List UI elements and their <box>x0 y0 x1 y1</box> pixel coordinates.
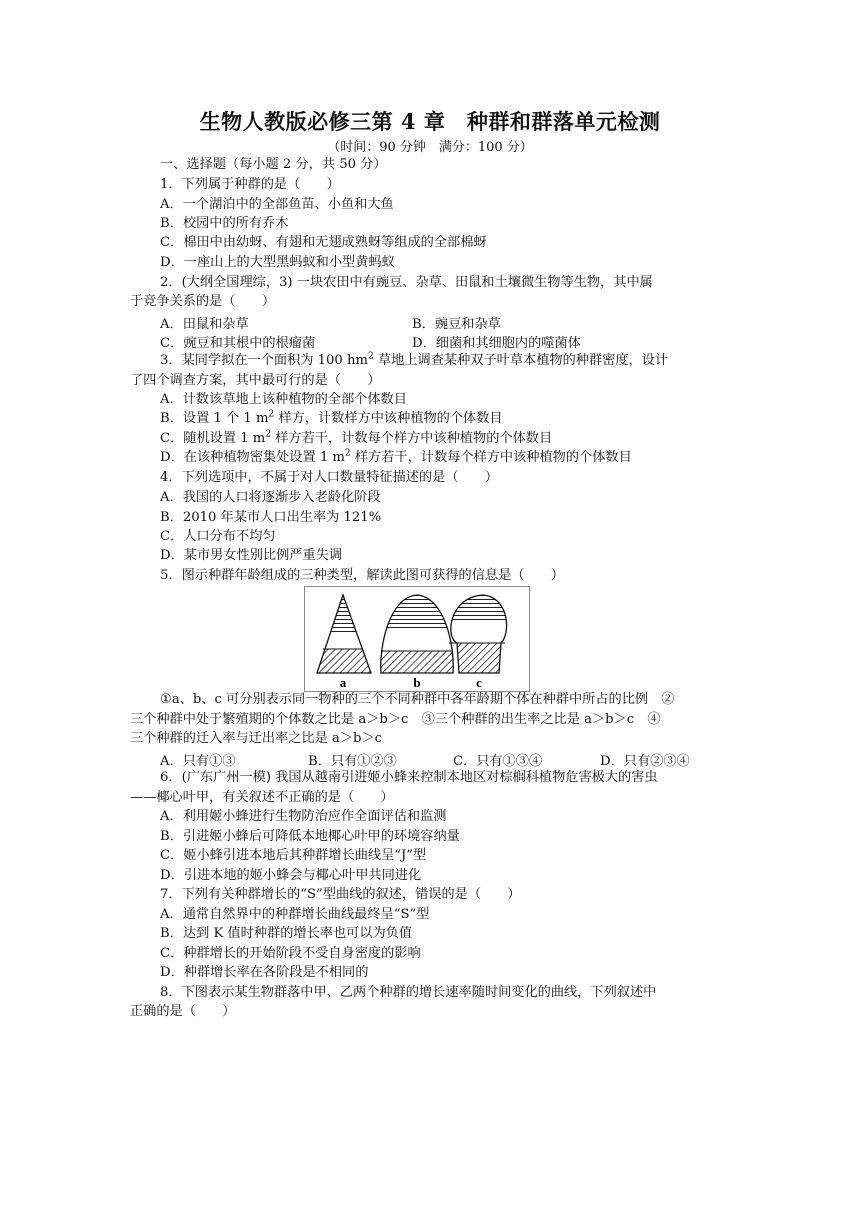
pyramid-b <box>375 593 459 675</box>
q1-option-a: A．一个湖泊中的全部鱼苗、小鱼和大鱼 <box>160 197 394 212</box>
q7-option-d: D．种群增长率在各阶段是不相同的 <box>160 965 369 980</box>
q3-option-c: C．随机设置 1 $m^2$ 样方若干，计数每个样方中该种植物的个体数目 <box>160 429 553 446</box>
q4-option-a: A．我国的人口将逐渐步入老龄化阶段 <box>160 490 381 505</box>
q5-statement-line3: 三个种群的迁入率与迁出率之比是 a＞b＞c <box>130 731 383 746</box>
q7-option-a: A．通常自然界中的种群增长曲线最终呈“S”型 <box>160 907 430 922</box>
q3-option-a: A．计数该草地上该种植物的全部个体数目 <box>160 392 407 407</box>
q1-option-c: C．棉田中由幼蚜、有翅和无翅成熟蚜等组成的全部棉蚜 <box>160 235 487 250</box>
q5-option-d: D．只有②③④ <box>600 754 690 769</box>
q5-option-b: B．只有①②③ <box>308 754 397 769</box>
q8-stem-line1: 8．下图表示某生物群落中甲、乙两个种群的增长速率随时间变化的曲线，下列叙述中 <box>160 985 657 1000</box>
q6-option-c: C．姬小蜂引进本地后其种群增长曲线呈“J”型 <box>160 848 427 863</box>
label-a: a <box>339 675 347 690</box>
q5-statement-line2: 三个种群中处于繁殖期的个体数之比是 a＞b＞c ③三个种群的出生率之比是 a＞b＞c ④ <box>130 712 661 727</box>
q5-option-c: C．只有①③④ <box>453 754 543 769</box>
q7-option-c: C．种群增长的开始阶段不受自身密度的影响 <box>160 946 421 961</box>
q4-option-d: D．某市男女性别比例严重失调 <box>160 548 343 563</box>
q6-option-b: B．引进姬小蜂后可降低本地椰心叶甲的环境容纳量 <box>160 829 460 844</box>
q6-option-a: A．利用姬小蜂进行生物防治应作全面评估和监测 <box>160 809 447 824</box>
q7-stem: 7．下列有关种群增长的“S”型曲线的叙述，错误的是（ ） <box>160 887 521 902</box>
q2-option-b: B．豌豆和杂草 <box>412 317 501 332</box>
pyramid-a <box>305 595 385 673</box>
label-c: c <box>476 675 482 690</box>
pyramid-c <box>445 593 525 675</box>
q7-option-b: B．达到 K 值时种群的增长率也可以为负值 <box>160 926 413 941</box>
page-subtitle: （时间：90 分钟 满分：100 分） <box>327 140 533 155</box>
page-title: 生物人教版必修三第 4 章 种群和群落单元检测 <box>199 109 661 134</box>
q3-option-d: D．在该种植物密集处设置 1 $m^2$ 样方若干，计数每个样方中该种植物的个体数目 <box>160 448 632 465</box>
q4-stem: 4．下列选项中，不属于对人口数量特征描述的是（ ） <box>160 470 499 485</box>
q4-option-c: C．人口分布不均匀 <box>160 529 276 544</box>
q3-stem-line2: 了四个调查方案，其中最可行的是（ ） <box>130 373 381 388</box>
age-structure-figure <box>304 586 530 692</box>
q3-option-b: B．设置 1 个 1 $m^2$ 样方，计数样方中该种植物的个体数目 <box>160 409 503 426</box>
q1-stem: 1．下列属于种群的是（ ） <box>160 177 340 192</box>
q1-option-b: B．校园中的所有乔木 <box>160 216 289 231</box>
section-heading: 一、选择题（每小题 2 分，共 50 分） <box>160 157 387 172</box>
q5-stem: 5．图示种群年龄组成的三种类型，解读此图可获得的信息是（ ） <box>160 568 565 583</box>
q2-stem-line1: 2．(大纲全国理综，3) 一块农田中有豌豆、杂草、田鼠和土壤微生物等生物，其中属 <box>160 275 653 290</box>
age-pyramids-svg <box>305 587 529 691</box>
q6-stem-line1: 6．(广东广州一模) 我国从越南引进姬小蜂来控制本地区对棕榈科植物危害极大的害虫 <box>160 770 658 785</box>
q2-option-a: A．田鼠和杂草 <box>160 317 249 332</box>
q1-option-d: D．一座山上的大型黑蚂蚁和小型黄蚂蚁 <box>160 255 395 270</box>
q6-stem-line2: ——椰心叶甲，有关叙述不正确的是（ ） <box>130 790 394 805</box>
label-b: b <box>413 675 421 690</box>
q8-stem-line2: 正确的是（ ） <box>130 1004 236 1019</box>
q6-option-d: D．引进本地的姬小蜂会与椰心叶甲共同进化 <box>160 868 422 883</box>
q2-stem-line2: 于竞争关系的是（ ） <box>130 294 276 309</box>
q3-stem-line1: 3．某同学拟在一个面积为 100 $hm^2$ 草地上调查某种双子叶草本植物的种群密度，设计 <box>160 351 669 368</box>
q5-option-a: A．只有①③ <box>160 754 236 769</box>
q2-option-c: C．豌豆和其根中的根瘤菌 <box>160 336 316 351</box>
q4-option-b: B．2010 年某市人口出生率为 121% <box>160 510 382 525</box>
q5-statement-line1: ①a、b、c 可分别表示同一物种的三个不同种群中各年龄期个体在种群中所占的比例 ② <box>160 692 675 707</box>
q2-option-d: D．细菌和其细胞内的噬菌体 <box>412 336 581 351</box>
